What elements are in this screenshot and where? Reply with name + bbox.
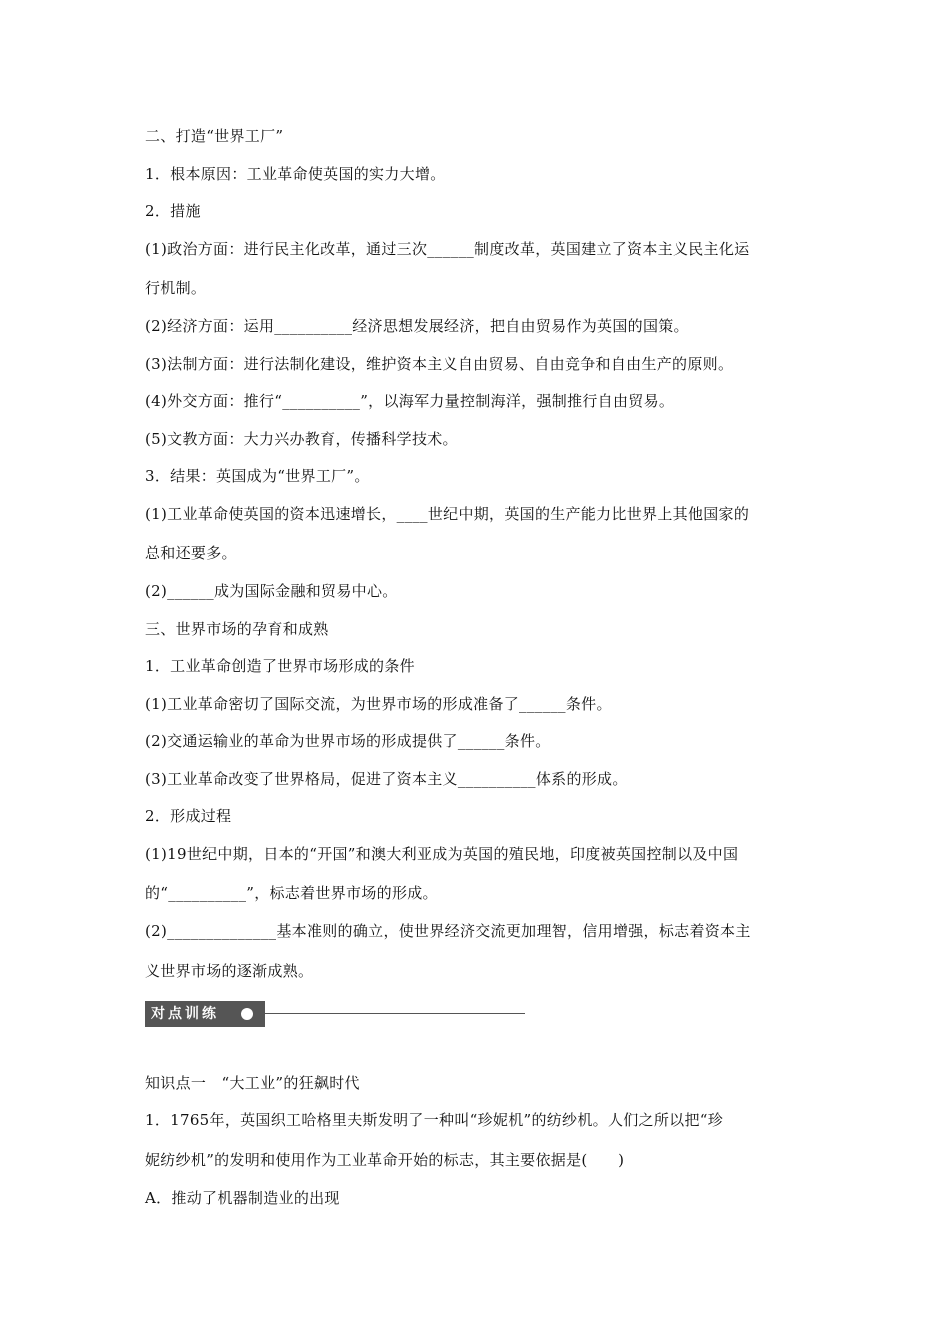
- paragraph-measures-title: 2．措施: [145, 202, 201, 220]
- section-heading-world-factory: 二、打造“世界工厂”: [145, 127, 284, 145]
- bullet-dot-icon: [241, 1008, 253, 1020]
- paragraph-process-2: (2)______________基本准则的确立，使世界经济交流更加理智，信用增强，标志着资本主: [145, 922, 751, 940]
- paragraph-conditions-title: 1．工业革命创造了世界市场形成的条件: [145, 657, 415, 675]
- paragraph-process-1-cont: 的“__________”，标志着世界市场的形成。: [145, 884, 438, 902]
- practice-banner-label: 对点训练: [145, 1001, 265, 1027]
- document-page: [145, 118, 810, 1217]
- banner-divider: [265, 1013, 525, 1014]
- question-1-option-a: A．推动了机器制造业的出现: [145, 1188, 340, 1207]
- paragraph-process-2-cont: 义世界市场的逐渐成熟。: [145, 961, 314, 980]
- paragraph-root-cause: 1．根本原因：工业革命使英国的实力大增。: [145, 164, 446, 183]
- paragraph-condition-2: (2)交通运输业的革命为世界市场的形成提供了______条件。: [145, 732, 551, 750]
- section-heading-world-market: 三、世界市场的孕育和成熟: [145, 619, 329, 638]
- paragraph-condition-3: (3)工业革命改变了世界格局，促进了资本主义__________体系的形成。: [145, 769, 628, 788]
- question-1-stem-cont: 妮纺纱机”的发明和使用作为工业革命开始的标志，其主要依据是( ): [145, 1150, 625, 1169]
- paragraph-result-2: (2)______成为国际金融和贸易中心。: [145, 582, 398, 600]
- practice-banner: [145, 997, 810, 1027]
- paragraph-process-title: 2．形成过程: [145, 807, 232, 825]
- paragraph-measure-diplomacy: (4)外交方面：推行“__________”，以海军力量控制海洋，强制推行自由贸易。: [145, 392, 675, 410]
- paragraph-measure-economy: (2)经济方面：运用__________经济思想发展经济，把自由贸易作为英国的国策。: [145, 317, 689, 335]
- paragraph-measure-education: (5)文教方面：大力兴办教育，传播科学技术。: [145, 429, 458, 448]
- paragraph-measure-politics-cont: 行机制。: [145, 279, 207, 297]
- paragraph-measure-law: (3)法制方面：进行法制化建设，维护资本主义自由贸易、自由竞争和自由生产的原则。: [145, 354, 734, 373]
- paragraph-result-1-cont: 总和还要多。: [145, 544, 237, 562]
- knowledge-point-heading: 知识点一 “大工业”的狂飙时代: [145, 1073, 360, 1092]
- paragraph-result-1: (1)工业革命使英国的资本迅速增长，____世纪中期，英国的生产能力比世界上其他国家的: [145, 504, 750, 523]
- paragraph-process-1: (1)19世纪中期，日本的“开国”和澳大利亚成为英国的殖民地，印度被英国控制以及中国: [145, 844, 739, 863]
- paragraph-result-title: 3．结果：英国成为“世界工厂”。: [145, 467, 370, 485]
- question-1-stem: 1．1765年，英国织工哈格里夫斯发明了一种叫“珍妮机”的纺纱机。人们之所以把“珍: [145, 1111, 724, 1129]
- paragraph-condition-1: (1)工业革命密切了国际交流，为世界市场的形成准备了______条件。: [145, 694, 612, 713]
- paragraph-measure-politics: (1)政治方面：进行民主化改革，通过三次______制度改革，英国建立了资本主义民主化运: [145, 239, 750, 258]
